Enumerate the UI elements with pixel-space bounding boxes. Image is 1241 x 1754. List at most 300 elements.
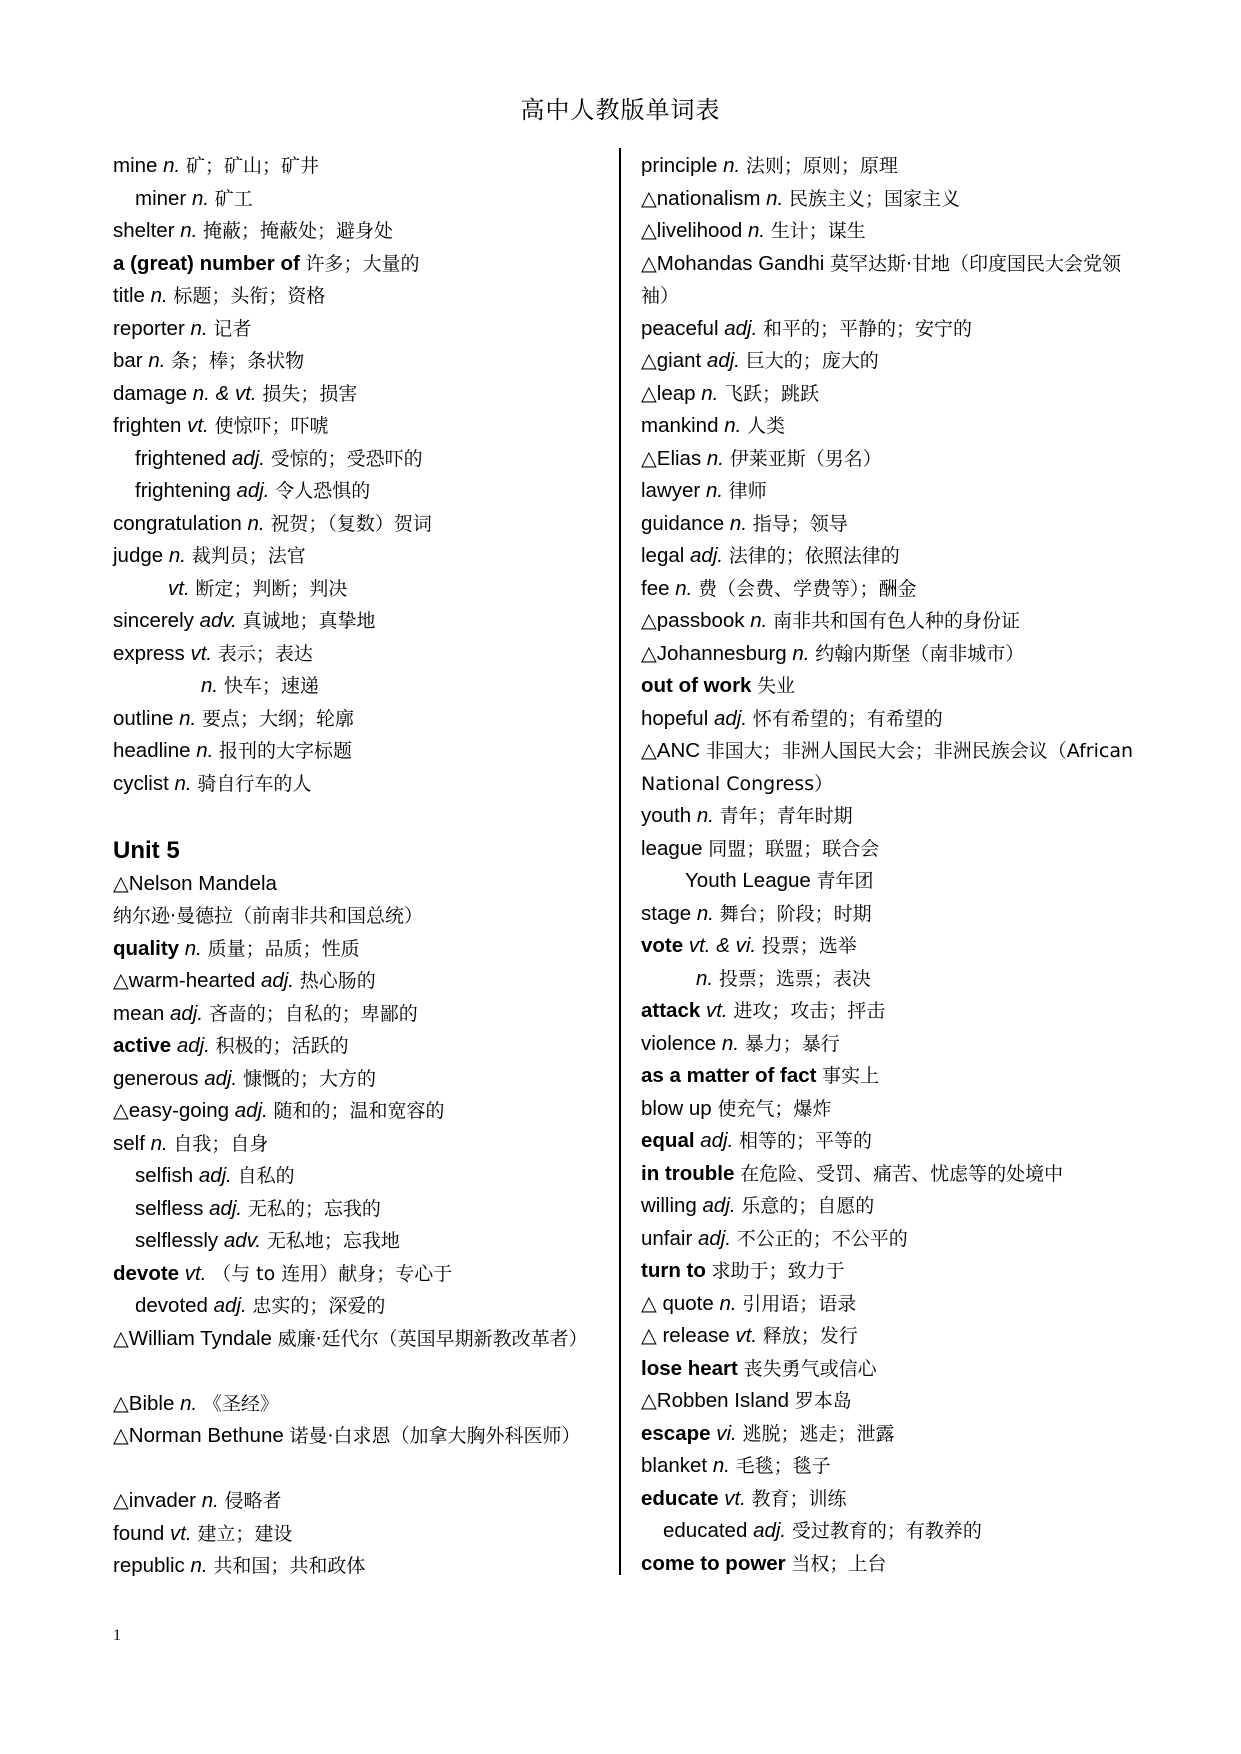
vocab-entry [113,345,608,378]
entry-word: frighten [113,414,182,437]
entry-word: title [113,284,145,307]
entry-word: reporter [113,316,185,340]
part-of-speech: n. [747,219,766,242]
entry-word: △ANC [641,739,701,762]
vocab-entry [641,1060,1146,1093]
entry-meaning: 慷慨的；大方的 [242,1067,376,1090]
entry-word: as a matter of fact [641,1064,817,1087]
entry-meaning: 指导；领导 [752,512,848,535]
entry-meaning: 吝啬的；自私的；卑鄙的 [208,1002,418,1025]
vocab-entry [641,183,1146,216]
vocab-entry [113,670,608,703]
entry-word: out of work [641,674,752,697]
entry-meaning: 青年团 [816,870,874,892]
vocab-entry [113,573,608,606]
vocab-entry [641,1093,1146,1126]
entry-word: devote [113,1261,180,1285]
part-of-speech: n. [163,154,181,177]
part-of-speech: vt. [724,1486,746,1510]
entry-meaning: 自我；自身 [173,1132,269,1155]
entry-word: △warm-hearted [113,969,256,992]
part-of-speech: n. [196,739,214,762]
part-of-speech: n. [696,901,714,925]
vocab-entry [641,833,1146,866]
entry-word: legal [641,544,685,567]
part-of-speech: n. [180,219,198,242]
entry-word: Youth League [685,869,811,892]
part-of-speech: n. [675,576,693,600]
entry-meaning: 逃脱；逃走；泄露 [742,1422,895,1445]
part-of-speech: adj. [209,1196,243,1220]
vocab-entry [113,703,608,736]
part-of-speech: vt. & vi. [688,934,757,957]
vocab-entry [641,865,1146,898]
entry-word: △passbook [641,609,745,632]
entry-meaning: 怀有希望的；有希望的 [752,707,943,730]
entry-word: hopeful [641,706,709,730]
entry-word: headline [113,739,191,762]
entry-meaning: 非国大；非洲人国民大会；非洲民族会议（African National Congress） [641,740,1133,795]
entry-word: stage [641,901,692,925]
vocab-entry [641,443,1146,476]
vocab-entry [113,248,608,281]
part-of-speech: n. [696,966,714,990]
part-of-speech: n. [723,154,741,177]
entry-meaning: 要点；大纲；轮廓 [201,707,354,730]
page-title: 高中人教版单词表 [520,97,721,124]
part-of-speech: n. [729,511,748,535]
vocab-entry [113,443,608,476]
vocab-entry [641,508,1146,541]
entry-word: damage [113,381,188,405]
entry-meaning: 生计；谋生 [770,220,866,242]
part-of-speech: adj. [697,1226,732,1250]
entry-word: △Robben Island [641,1389,789,1412]
part-of-speech: adj. [713,706,748,730]
entry-word: mankind [641,414,719,437]
entry-word: bar [113,349,143,372]
entry-meaning: 矿工 [214,187,253,210]
entry-meaning: 暴力；暴行 [744,1032,840,1055]
part-of-speech: adj. [213,1294,247,1317]
entry-meaning: 法则；原则；原理 [745,155,898,177]
vocab-entry [641,215,1146,248]
entry-word: youth [641,804,692,827]
vocab-entry [113,1550,608,1583]
entry-meaning: 不公正的；不公平的 [736,1227,908,1250]
vocab-entry [641,1548,1146,1581]
part-of-speech: n. [179,706,197,730]
vocab-entry [113,1518,608,1551]
entry-meaning: 当权；上台 [791,1552,887,1575]
part-of-speech: adv. [199,609,237,632]
entry-word: △livelihood [641,219,743,242]
entry-meaning: 飞跃；跳跃 [724,382,820,405]
entry-meaning: 矿；矿山；矿井 [185,155,319,177]
vocab-entry [641,963,1146,996]
entry-meaning: 威廉·廷代尔（英国早期新教改革者） [277,1327,588,1350]
part-of-speech: n. [724,414,742,437]
vocab-entry [641,410,1146,443]
part-of-speech: vt. [187,414,209,437]
vocab-entry [113,868,608,901]
entry-word: educated [663,1519,748,1542]
entry-meaning: 表示；表达 [217,642,313,665]
part-of-speech: n. [696,804,714,827]
part-of-speech: adj. [702,1194,736,1217]
entry-word: mine [113,154,158,177]
vocab-entry [113,735,608,768]
vocab-entry [641,1385,1146,1418]
entry-meaning: 投票；选票；表决 [718,967,871,990]
part-of-speech: vi. [716,1421,737,1445]
part-of-speech: vt. [184,1261,207,1285]
entry-word: escape [641,1421,711,1445]
part-of-speech: n. [190,1554,208,1577]
part-of-speech: n. [701,381,719,405]
entry-meaning: 侵略者 [224,1490,282,1512]
vocab-entry [113,1323,608,1388]
entry-meaning: 《圣经》 [202,1392,279,1415]
part-of-speech: adj. [706,349,740,372]
entry-meaning: 质量；品质；性质 [207,937,360,960]
entry-meaning: 乐意的；自愿的 [741,1195,875,1217]
entry-meaning: 掩蔽；掩蔽处；避身处 [203,220,394,242]
entry-meaning: 纳尔逊·曼德拉（前南非共和国总统） [113,905,424,927]
vocab-entry [641,345,1146,378]
vocab-entry [641,378,1146,411]
vocab-entry [113,475,608,508]
part-of-speech: vt. [168,576,190,600]
vocab-entry [113,965,608,998]
entry-meaning: 律师 [728,480,767,502]
entry-meaning: 教育；训练 [751,1487,847,1510]
entry-word: △Johannesburg [641,641,787,665]
part-of-speech: vt. [705,999,728,1022]
entry-word: △leap [641,381,696,405]
vocab-entry [113,1225,608,1258]
vocab-entry [113,638,608,671]
entry-meaning: 许多；大量的 [305,252,420,275]
part-of-speech: adj. [700,1129,734,1152]
entry-word: found [113,1521,165,1545]
part-of-speech: adv. [223,1229,262,1252]
vocab-entry [641,248,1146,313]
entry-meaning: 忠实的；深爱的 [252,1295,386,1317]
entry-meaning: 祝贺；（复数）贺词 [270,512,432,535]
entry-meaning: 南非共和国有色人种的身份证 [773,610,1021,632]
vocab-entry [641,898,1146,931]
entry-meaning: 裁判员；法官 [191,545,306,567]
vocab-entry [113,183,608,216]
entry-meaning: 记者 [213,317,252,340]
part-of-speech: n. [706,446,725,470]
entry-meaning: 报刊的大字标题 [219,740,353,762]
entry-word: △Norman Bethune [113,1424,284,1447]
entry-word: judge [113,544,164,567]
entry-meaning: 释放；发行 [762,1325,858,1347]
entry-meaning: 进攻；攻击；抨击 [733,1000,886,1022]
part-of-speech: adj. [690,544,724,567]
entry-meaning: 共和国；共和政体 [213,1555,366,1577]
entry-meaning: 同盟；联盟；联合会 [708,837,880,860]
part-of-speech: n. [721,1031,740,1055]
entry-meaning: 条；棒；条状物 [171,350,305,372]
vocab-entry [113,1388,608,1421]
entry-word: △nationalism [641,186,761,210]
entry-word: republic [113,1554,185,1577]
part-of-speech: vt. [735,1324,758,1347]
vocab-entry [641,1028,1146,1061]
part-of-speech: n. [247,511,265,535]
entry-word: principle [641,154,718,177]
vocab-entry [113,933,608,966]
part-of-speech: adj. [724,316,758,340]
entry-word: congratulation [113,511,242,535]
vocab-entry [113,1063,608,1096]
vocab-entry [113,1128,608,1161]
part-of-speech: n. [148,349,166,372]
vocab-entry [113,540,608,573]
part-of-speech: n. [719,1291,737,1315]
entry-meaning: 损失；损害 [262,382,358,405]
vocab-entry [113,150,608,183]
entry-meaning: 民族主义；国家主义 [788,187,960,210]
entry-word: generous [113,1066,199,1090]
entry-word: violence [641,1031,717,1055]
entry-meaning: 标题；头衔；资格 [173,285,326,307]
entry-meaning: （与 to 连用）献身；专心于 [212,1262,453,1285]
part-of-speech: n. [174,771,192,795]
vocab-entry [641,1288,1146,1321]
entry-word: selflessly [135,1229,219,1252]
entry-word: △Elias [641,446,702,470]
vocab-entry [641,930,1146,963]
entry-word: △Nelson Mandela [113,871,277,895]
entry-word: active [113,1034,172,1057]
vocab-entry [113,1030,608,1063]
vocab-entry [641,670,1146,703]
entry-word: cyclist [113,771,169,795]
part-of-speech: n. [750,609,768,632]
entry-word: blow up [641,1096,712,1120]
part-of-speech: n. [191,186,210,210]
entry-word: devoted [135,1294,208,1317]
vocab-entry [641,1418,1146,1451]
vocab-entry [641,800,1146,833]
entry-meaning: 热心肠的 [299,970,376,992]
entry-word: vote [641,934,684,957]
entry-word: a (great) number of [113,251,300,275]
entry-word: willing [641,1194,697,1217]
vocab-entry [113,1095,608,1128]
entry-meaning: 快车；速递 [223,675,319,697]
part-of-speech: n. [201,1489,219,1512]
part-of-speech: n. & vt. [192,381,257,405]
entry-meaning: 罗本岛 [794,1390,852,1412]
entry-meaning: 青年；青年时期 [719,805,853,827]
entry-meaning: 事实上 [822,1065,880,1087]
column-divider [619,148,621,1575]
part-of-speech: n. [201,674,219,697]
entry-meaning: 自私的 [237,1165,295,1187]
entry-meaning: 丧失勇气或信心 [743,1357,877,1380]
entry-word: △giant [641,349,702,372]
entry-word: lawyer [641,479,701,502]
entry-word: league [641,836,703,860]
part-of-speech: adj. [204,1066,238,1090]
entry-meaning: 无私地；忘我地 [266,1230,400,1252]
vocab-entry [113,215,608,248]
entry-meaning: 毛毯；毯子 [735,1455,831,1477]
vocab-entry [641,735,1146,800]
entry-meaning: 受惊的；受恐吓的 [270,447,423,470]
part-of-speech: n. [184,936,202,960]
entry-word: frightened [135,446,227,470]
vocab-entry [641,1255,1146,1288]
entry-meaning: 费（会费、学费等）；酬金 [698,577,917,600]
vocab-entry [641,638,1146,671]
entry-meaning: 随和的；温和宽容的 [273,1100,445,1122]
entry-meaning: 真诚地；真挚地 [242,610,376,632]
entry-word: quality [113,936,180,960]
vocab-entry [641,1320,1146,1353]
vocab-entry [113,1290,608,1323]
entry-word: sincerely [113,609,194,632]
vocab-entry [641,540,1146,573]
entry-word: △ release [641,1324,730,1347]
unit-heading: Unit 5 [113,836,180,864]
entry-word: lose heart [641,1356,738,1380]
part-of-speech: adj. [169,1001,204,1025]
entry-word: turn to [641,1259,706,1282]
entry-meaning: 人类 [747,415,786,437]
part-of-speech: n. [150,1131,168,1155]
vocab-entry [113,378,608,411]
entry-meaning: 巨大的；庞大的 [745,350,879,372]
left-column [113,150,608,1583]
vocab-entry [113,508,608,541]
entry-word: frightening [135,479,231,502]
vocab-entry [641,150,1146,183]
part-of-speech: n. [792,641,810,665]
entry-meaning: 法律的；依照法律的 [728,545,900,567]
vocab-entry [641,1223,1146,1256]
part-of-speech: n. [766,186,784,210]
part-of-speech: vt. [170,1521,192,1545]
vocab-entry [113,1420,608,1485]
vocab-entry [641,1353,1146,1386]
entry-word: attack [641,999,701,1022]
entry-word: self [113,1131,145,1155]
part-of-speech: adj. [198,1164,232,1187]
part-of-speech: n. [705,479,724,502]
part-of-speech: adj. [236,479,270,502]
entry-meaning: 失业 [757,675,796,697]
entry-word: △William Tyndale [113,1326,272,1350]
vocab-entry [113,1258,608,1291]
entry-meaning: 投票；选举 [761,935,857,957]
entry-meaning: 积极的；活跃的 [215,1035,349,1057]
vocab-entry [113,900,608,933]
entry-meaning: 无私的；忘我的 [247,1197,381,1220]
entry-word: miner [135,186,187,210]
part-of-speech: adj. [234,1099,268,1122]
entry-word: peaceful [641,316,719,340]
entry-meaning: 和平的；平静的；安宁的 [762,317,972,340]
vocab-entry [113,1160,608,1193]
entry-word: guidance [641,511,725,535]
entry-meaning: 受过教育的；有教养的 [791,1520,982,1542]
vocab-entry [113,410,608,443]
vocab-entry [641,1450,1146,1483]
entry-word: blanket [641,1454,708,1477]
entry-meaning: 使惊吓；吓唬 [214,415,329,437]
entry-word: △ quote [641,1291,714,1315]
part-of-speech: adj. [231,446,265,470]
entry-meaning: 骑自行车的人 [197,772,312,795]
vocab-entry [113,280,608,313]
entry-word: selfish [135,1164,194,1187]
vocab-entry [113,768,608,801]
entry-meaning: 诺曼·白求恩（加拿大胸外科医师） [289,1425,581,1447]
entry-meaning: 伊莱亚斯（男名） [729,447,882,470]
entry-word: △Mohandas Gandhi [641,251,825,275]
entry-meaning: 约翰内斯堡（南非城市） [815,642,1025,665]
entry-word: outline [113,706,174,730]
entry-word: come to power [641,1551,786,1575]
entry-word: equal [641,1129,695,1152]
part-of-speech: n. [168,544,186,567]
entry-word: fee [641,576,670,600]
vocab-entry [641,1158,1146,1191]
vocab-entry [113,1193,608,1226]
entry-meaning: 令人恐惧的 [275,480,371,502]
vocab-entry [641,1515,1146,1548]
entry-meaning: 相等的；平等的 [739,1130,873,1152]
entry-word: △easy-going [113,1099,230,1122]
part-of-speech: n. [150,284,168,307]
vocab-entry [113,605,608,638]
vocab-entry [641,995,1146,1028]
right-column [641,150,1146,1580]
entry-word: educate [641,1486,719,1510]
vocab-entry [641,605,1146,638]
part-of-speech: vt. [190,641,213,665]
part-of-speech: n. [190,316,208,340]
page-number: 1 [113,1627,121,1644]
entry-word: selfless [135,1196,204,1220]
entry-meaning: 求助于；致力于 [711,1260,845,1282]
vocab-entry [113,1485,608,1518]
entry-meaning: 使充气；爆炸 [717,1097,832,1120]
entry-meaning: 在危险、受罚、痛苦、忧虑等的处境中 [740,1162,1064,1185]
vocab-entry [641,1483,1146,1516]
entry-word: mean [113,1001,165,1025]
entry-meaning: 断定；判断；判决 [195,577,348,600]
vocab-entry [641,703,1146,736]
entry-word: shelter [113,219,175,242]
entry-word: △Bible [113,1391,175,1415]
part-of-speech: adj. [260,969,294,992]
entry-meaning: 莫罕达斯·甘地（印度国民大会党领袖） [641,252,1122,307]
part-of-speech: n. [180,1391,198,1415]
entry-meaning: 引用语；语录 [742,1292,857,1315]
entry-word: unfair [641,1226,693,1250]
vocab-entry [113,313,608,346]
part-of-speech: adj. [176,1034,210,1057]
entry-meaning: 舞台；阶段；时期 [719,902,872,925]
